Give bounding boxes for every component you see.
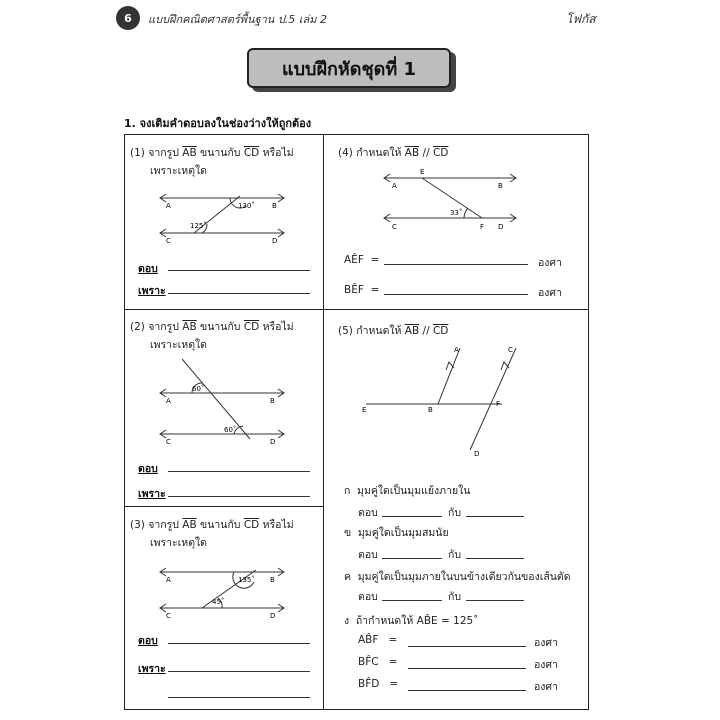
p3-answer-label: ตอบ xyxy=(138,635,158,647)
p5-point-e: E xyxy=(362,406,367,414)
p5-c-answer: ตอบ xyxy=(358,591,378,603)
p3-because-label: เพราะ xyxy=(138,663,166,675)
p5-point-d: D xyxy=(474,450,480,458)
p5-a-answer: ตอบ xyxy=(358,507,378,519)
p1-point-a: A xyxy=(166,202,171,210)
p2-answer-line[interactable] xyxy=(168,471,310,472)
p5-point-a: A xyxy=(454,346,459,354)
p5-seg1: $\overline{AB}$ xyxy=(404,325,420,337)
p4-q1-label: AÊF = xyxy=(344,254,380,266)
p3-question-line2: เพราะเหตุใด xyxy=(150,537,207,549)
p4-seg2: $\overline{CD}$ xyxy=(432,147,449,159)
p3-answer-line[interactable] xyxy=(168,643,310,644)
p1-point-b: B xyxy=(272,202,277,210)
p5-d-q2-label: BF̂C = xyxy=(358,656,398,668)
p5-a-question: ก มุมคู่ใดเป็นมุมแย้งภายใน xyxy=(344,485,471,497)
p2-point-c: C xyxy=(166,438,171,446)
p3-angle-135: 135˚ xyxy=(238,576,255,584)
p5-point-c: C xyxy=(508,346,513,354)
p1-angle-130: 130˚ xyxy=(238,202,255,210)
p5-d-q3-label: BF̂D = xyxy=(358,678,399,690)
p5-d-q2-unit: องศา xyxy=(534,659,558,671)
p3-question: (3) จากรูป $\overline{AB}$ ขนานกับ $\overline{CD}$ หรือไม่ xyxy=(130,519,294,531)
p5-d-q1-label: AB̂F = xyxy=(358,634,398,646)
p5-b-line2[interactable] xyxy=(466,558,524,559)
p1-seg2: $\overline{CD}$ xyxy=(243,147,260,159)
p5-b-question: ข มุมคู่ใดเป็นมุมสมนัย xyxy=(344,527,449,539)
p4-angle-33: 33˚ xyxy=(450,209,463,217)
p5-a-with: กับ xyxy=(448,507,462,519)
p1-question-line2: เพราะเหตุใด xyxy=(150,165,207,177)
p2-angle-top: 60˚ xyxy=(192,385,205,393)
p5-seg2: $\overline{CD}$ xyxy=(432,325,449,337)
p3-angle-45: 45˚ xyxy=(212,598,225,606)
p3-point-c: C xyxy=(166,612,171,620)
p4-point-f: F xyxy=(480,223,485,231)
p3-because-line-2[interactable] xyxy=(168,697,310,698)
p1-answer-label: ตอบ xyxy=(138,263,158,275)
book-title: แบบฝึกคณิตศาสตร์พื้นฐาน ป.5 เล่ม 2 xyxy=(148,13,328,26)
p4-figure xyxy=(376,162,526,237)
p5-d-q3-unit: องศา xyxy=(534,681,558,693)
p2-seg1: $\overline{AB}$ xyxy=(182,321,197,333)
p2-question: (2) จากรูป $\overline{AB}$ ขนานกับ $\overline{CD}$ หรือไม่ xyxy=(130,321,294,333)
p5-d-q3-line[interactable] xyxy=(408,690,526,691)
p5-d-q1-unit: องศา xyxy=(534,637,558,649)
p5-b-with: กับ xyxy=(448,549,462,561)
p3-figure xyxy=(150,560,300,620)
p5-figure xyxy=(356,340,556,460)
p4-q2-label: BÊF = xyxy=(344,284,380,296)
p1-figure xyxy=(150,188,300,248)
p2-because-line[interactable] xyxy=(168,496,310,497)
brand-name: โฟกัส xyxy=(566,12,596,26)
p4-point-a: A xyxy=(392,182,397,190)
p5-d-q1-line[interactable] xyxy=(408,646,526,647)
p5-c-with: กับ xyxy=(448,591,462,603)
p2-point-b: B xyxy=(270,397,275,405)
p2-question-line2: เพราะเหตุใด xyxy=(150,339,207,351)
p5-c-line1[interactable] xyxy=(382,600,442,601)
p5-b-answer: ตอบ xyxy=(358,549,378,561)
p2-answer-label: ตอบ xyxy=(138,463,158,475)
p4-question: (4) กำหนดให้ $\overline{AB} // \overline{CD}$ xyxy=(338,147,449,159)
p4-point-b: B xyxy=(498,182,503,190)
p2-because-label: เพราะ xyxy=(138,488,166,500)
p5-point-b: B xyxy=(428,406,433,414)
p3-seg2: $\overline{CD}$ xyxy=(243,519,260,531)
p1-answer-line[interactable] xyxy=(168,270,310,271)
p3-point-a: A xyxy=(166,576,171,584)
p4-point-c: C xyxy=(392,223,397,231)
page-number-badge: 6 xyxy=(116,6,140,30)
p5-point-f: F xyxy=(496,400,501,408)
p1-question: (1) จากรูป $\overline{AB}$ ขนานกับ $\overline{CD}$ หรือไม่ xyxy=(130,147,294,159)
instruction-text: 1. จงเติมคำตอบลงในช่องว่างให้ถูกต้อง xyxy=(124,117,312,130)
p2-angle-bottom: 60˚ xyxy=(224,426,237,434)
p2-figure xyxy=(150,355,300,450)
p1-point-c: C xyxy=(166,237,171,245)
p4-q2-unit: องศา xyxy=(538,287,562,299)
p5-a-line2[interactable] xyxy=(466,516,524,517)
p1-because-label: เพราะ xyxy=(138,285,166,297)
p5-b-line1[interactable] xyxy=(382,558,442,559)
p5-d-question: ง ถ้ากำหนดให้ AB̂E = 125˚ xyxy=(344,615,479,627)
p1-because-line[interactable] xyxy=(168,293,310,294)
p4-q1-line[interactable] xyxy=(384,264,528,265)
p2-point-a: A xyxy=(166,397,171,405)
p3-point-d: D xyxy=(270,612,276,620)
p3-seg1: $\overline{AB}$ xyxy=(182,519,197,531)
p1-point-d: D xyxy=(272,237,278,245)
p5-question: (5) กำหนดให้ $\overline{AB} // \overline{CD}$ xyxy=(338,325,449,337)
p3-because-line[interactable] xyxy=(168,671,310,672)
p4-q1-unit: องศา xyxy=(538,257,562,269)
p1-seg1: $\overline{AB}$ xyxy=(182,147,197,159)
p4-point-e: E xyxy=(420,168,425,176)
p4-seg1: $\overline{AB}$ xyxy=(404,147,420,159)
p2-seg2: $\overline{CD}$ xyxy=(243,321,260,333)
p3-point-b: B xyxy=(270,576,275,584)
p5-d-q2-line[interactable] xyxy=(408,668,526,669)
exercise-title: แบบฝึกหัดชุดที่ 1 xyxy=(247,48,451,88)
p4-q2-line[interactable] xyxy=(384,294,528,295)
p5-a-line1[interactable] xyxy=(382,516,442,517)
p5-c-line2[interactable] xyxy=(466,600,524,601)
p1-angle-125: 125˚ xyxy=(190,222,207,230)
p2-point-d: D xyxy=(270,438,276,446)
p5-c-question: ค มุมคู่ใดเป็นมุมภายในบนข้างเดียวกันของเส้นตัด xyxy=(344,571,571,583)
p4-point-d: D xyxy=(498,223,504,231)
